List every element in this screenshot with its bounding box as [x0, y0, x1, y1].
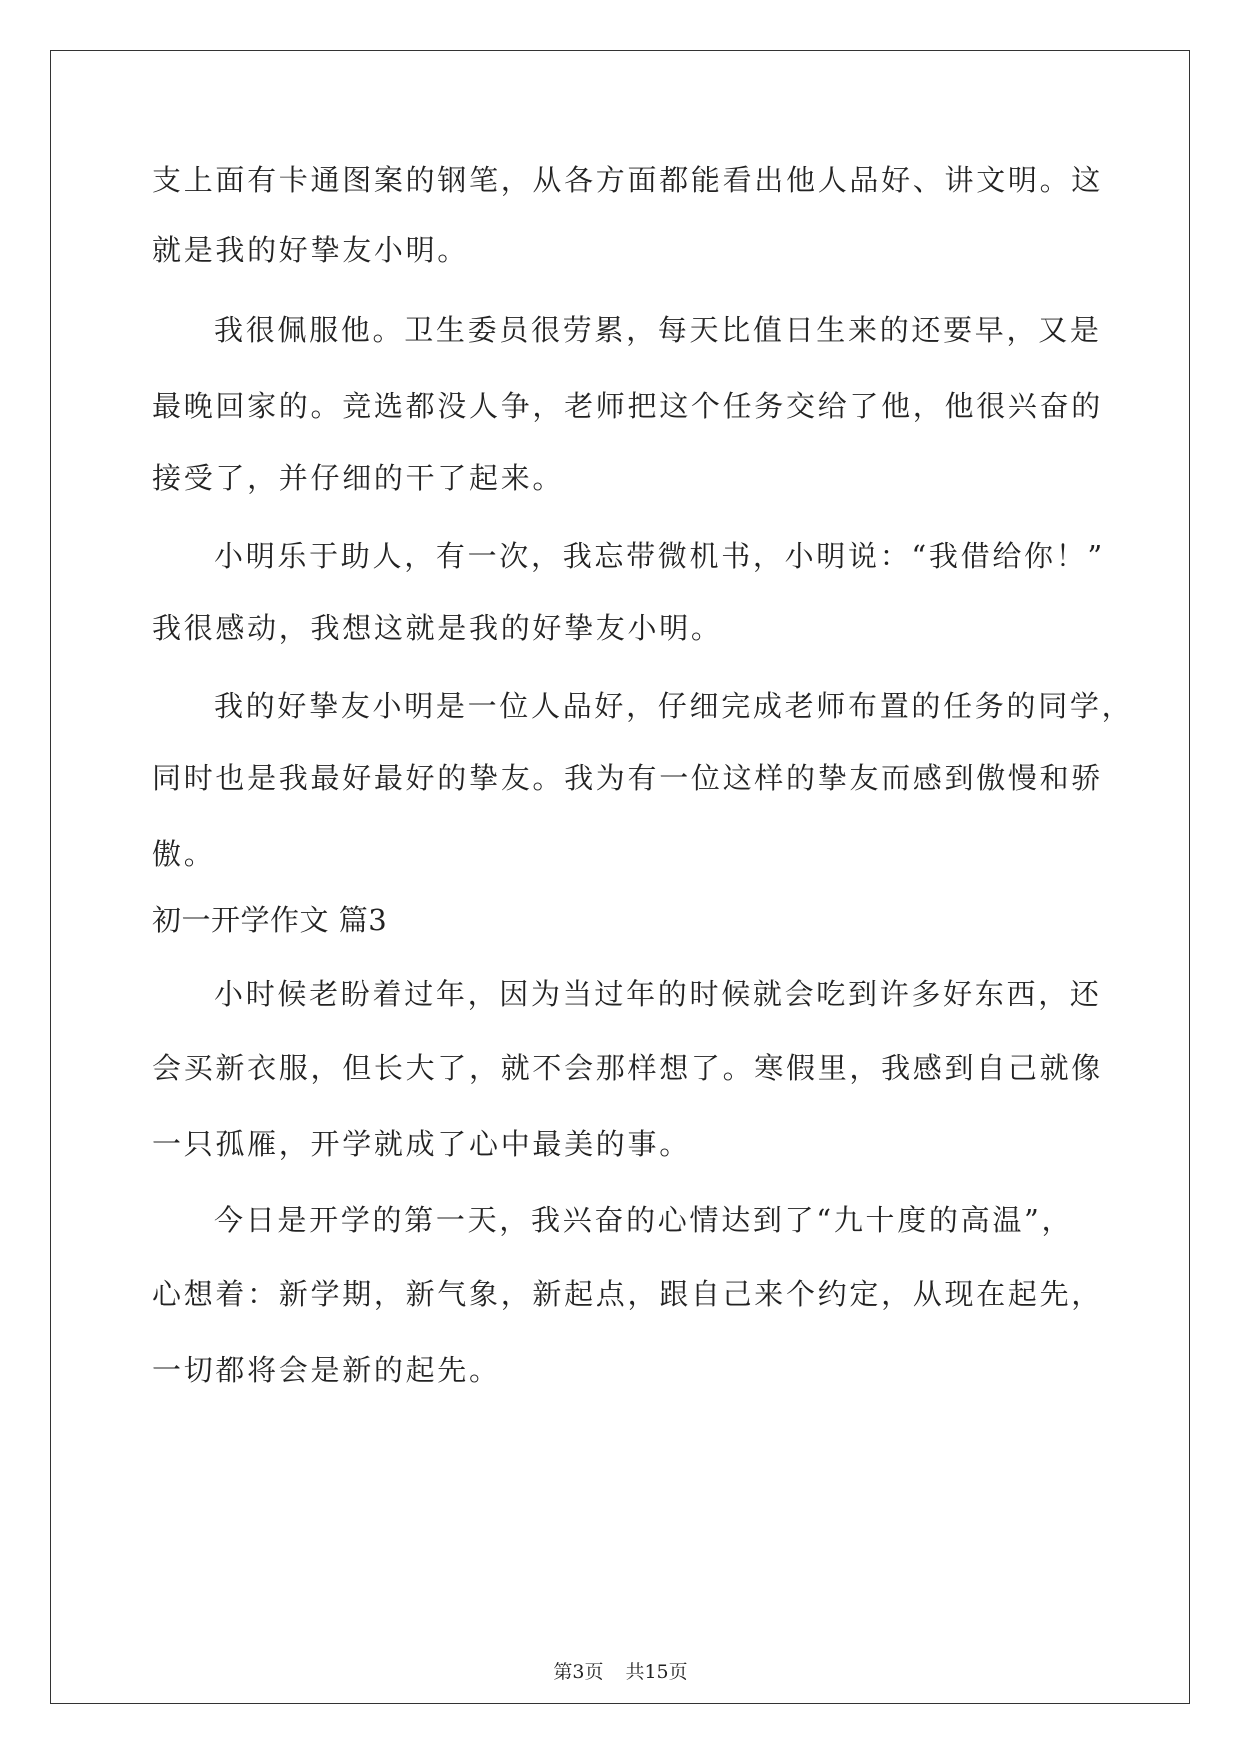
text-line: 支上面有卡通图案的钢笔，从各方面都能看出他人品好、讲文明。这: [152, 163, 1104, 197]
text-line: 接受了，并仔细的干了起来。: [152, 461, 565, 495]
text-line: 就是我的好挚友小明。: [152, 233, 470, 267]
text-line: 最晚回家的。竞选都没人争，老师把这个任务交给了他，他很兴奋的: [152, 389, 1104, 423]
paragraph-start-line: 我的好挚友小明是一位人品好，仔细完成老师布置的任务的同学，: [214, 689, 1134, 723]
page-number: 第3页: [553, 1661, 604, 1683]
page-footer: [0, 1660, 1241, 1684]
text-line: 会买新衣服，但长大了，就不会那样想了。寒假里，我感到自己就像: [152, 1051, 1104, 1085]
text-line: 我很感动，我想这就是我的好挚友小明。: [152, 611, 723, 645]
paragraph-start-line: 今日是开学的第一天，我兴奋的心情达到了“九十度的高温”，: [214, 1203, 1074, 1237]
section-heading: 初一开学作文 篇3: [152, 903, 388, 937]
paragraph-start-line: 小明乐于助人，有一次，我忘带微机书，小明说：“我借给你！”: [214, 539, 1105, 573]
page-total: 共15页: [625, 1661, 688, 1683]
text-line: 一切都将会是新的起先。: [152, 1353, 501, 1387]
text-line: 同时也是我最好最好的挚友。我为有一位这样的挚友而感到傲慢和骄: [152, 761, 1104, 795]
page-border: [50, 50, 1190, 1704]
paragraph-start-line: 小时候老盼着过年，因为当过年的时候就会吃到许多好东西，还: [214, 977, 1102, 1011]
text-line: 傲。: [152, 837, 216, 871]
text-line: 一只孤雁，开学就成了心中最美的事。: [152, 1127, 691, 1161]
paragraph-start-line: 我很佩服他。卫生委员很劳累，每天比值日生来的还要早，又是: [214, 313, 1102, 347]
text-line: 心想着：新学期，新气象，新起点，跟自己来个约定，从现在起先，: [152, 1277, 1104, 1311]
